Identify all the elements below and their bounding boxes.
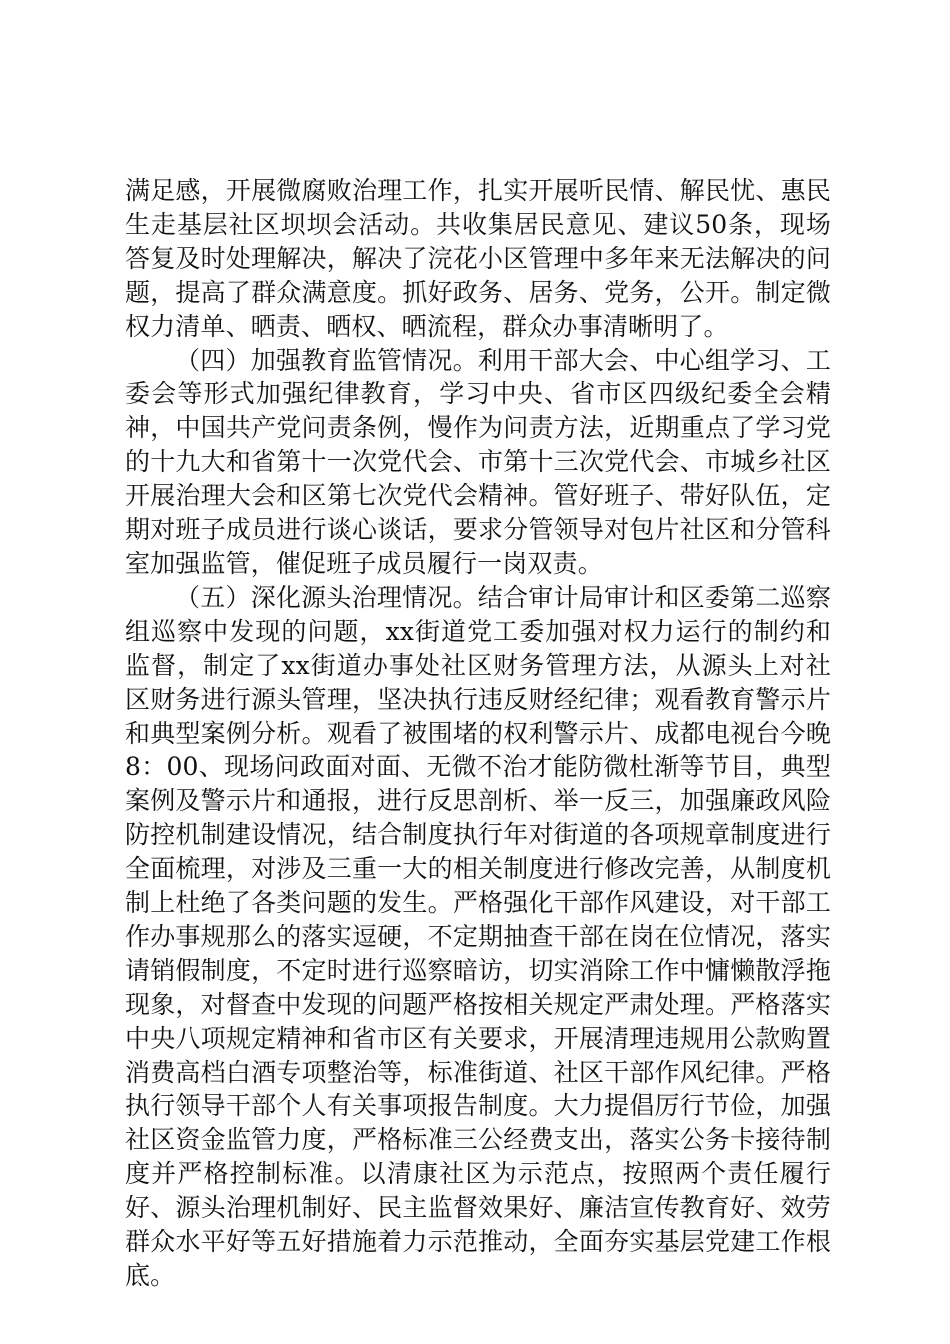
paragraph-source-governance: （五）深化源头治理情况。结合审计局审计和区委第二巡察组巡察中发现的问题，xx街道党工委加强对权力运行的制约和监督，制定了xx街道办事处社区财务管理方法，从源头上对社区财务进行源头管理，坚决执行违反财经纪律；观看教育警示片和典型案例分析。观看了被围堵的权利警示片、成都电视台今晚8：00、现场问政面对面、无微不治才能防微杜渐等节目，典型案例及警示片和通报，进行反思剖析、举一反三，加强廉政风险防控机制建设情况，结合制度执行年对街道的各项规章制度进行全面梳理，对涉及三重一大的相关制度进行修改完善，从制度机制上杜绝了各类问题的发生。严格强化干部作风建设，对干部工作办事规那么的落实逗硬，不定期抽查干部在岗在位情况，落实请销假制度，不定时进行巡察暗访，切实消除工作中慵懒散浮拖现象，对督查中发现的问题严格按相关规定严肃处理。严格落实中央八项规定精神和省市区有关要求，开展清理违规用公款购置消费高档白酒专项整治等，标准街道、社区干部作风纪律。严格执行领导干部个人有关事项报告制度。大力提倡厉行节俭，加强社区资金监管力度，严格标准三公经费支出，落实公务卡接待制度并严格控制标准。以清康社区为示范点，按照两个责任履行好、源头治理机制好、民主监督效果好、廉洁宣传教育好、效劳群众水平好等五好措施着力示范推动，全面夯实基层党建工作根底。 [125,582,831,1290]
paragraph-community-governance: 满足感，开展微腐败治理工作，扎实开展听民情、解民忧、惠民生走基层社区坝坝会活动。共收集居民意见、建议50条，现场答复及时处理解决，解决了浣花小区管理中多年来无法解决的问题，提高了群众满意度。抓好政务、居务、党务，公开。制定微权力清单、晒责、晒权、晒流程，群众办事清晰明了。 [125,176,831,341]
paragraph-education-supervision: （四）加强教育监管情况。利用干部大会、中心组学习、工委会等形式加强纪律教育，学习中央、省市区四级纪委全会精神，中国共产党问责条例，慢作为问责方法，近期重点了学习党的十九大和省第十一次党代会、市第十三次党代会、市城乡社区开展治理大会和区第七次党代会精神。管好班子、带好队伍，定期对班子成员进行谈心谈话，要求分管领导对包片社区和分管科室加强监管，催促班子成员履行一岗双责。 [125,345,831,578]
document-body [125,174,831,1293]
